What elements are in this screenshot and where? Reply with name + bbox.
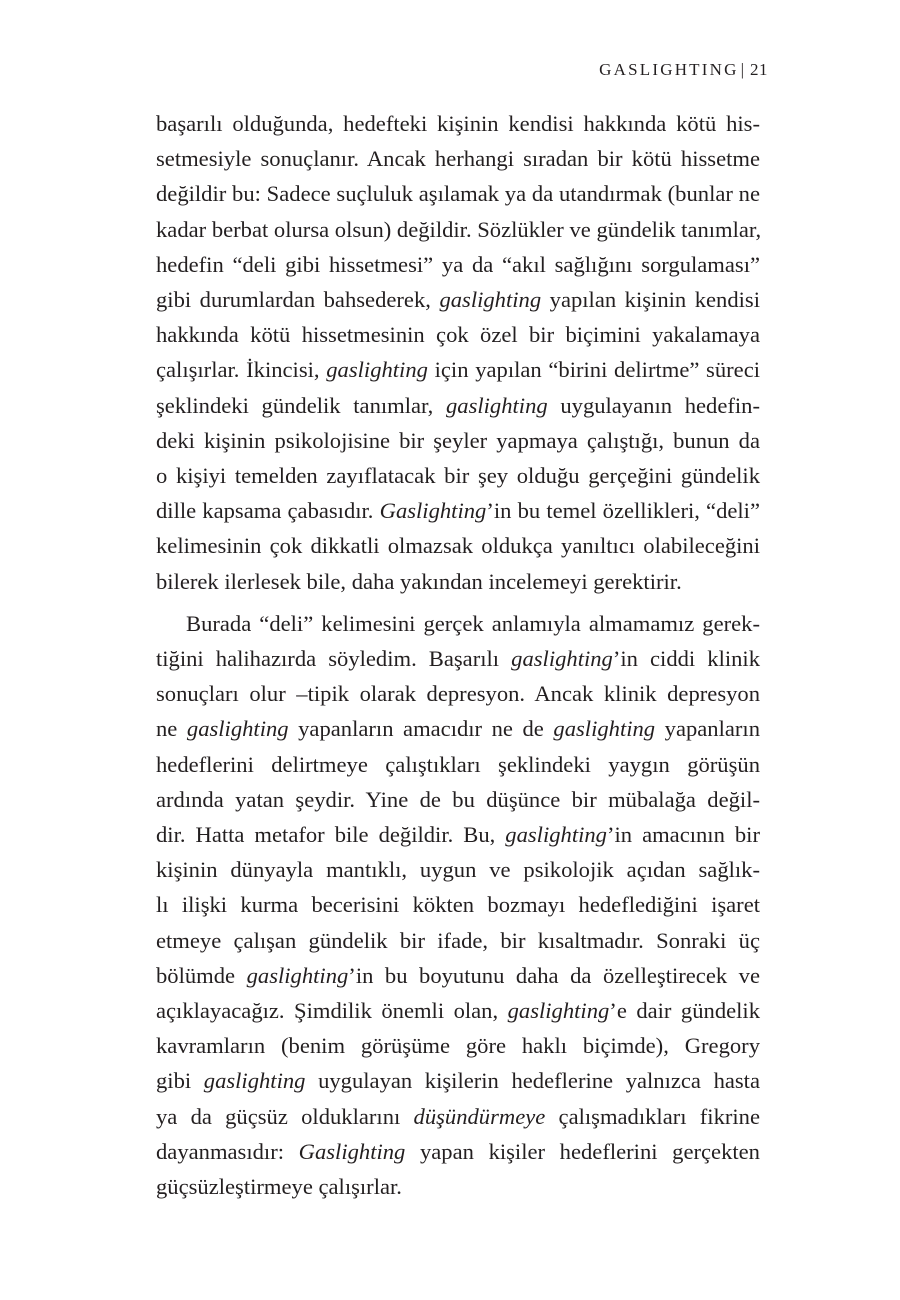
text-line [156,564,760,599]
text-line [156,852,760,887]
text-segment: hedeflerini delirtmeye çalıştıkları şeklindeki yaygın görüşün [156,751,760,777]
text-line [156,747,760,782]
text-line [156,887,760,922]
text-segment: yapanların [655,716,761,742]
text-segment: yapanların amacıdır ne de [288,716,554,742]
text-line [156,423,760,458]
italic-term: gaslighting [445,392,548,418]
text-segment: açıklayacağız. Şimdilik önemli olan, [156,998,508,1024]
body-text [156,106,760,1204]
page-number: 21 [750,60,768,79]
text-segment: dir. Hatta metafor bile değildir. Bu, [156,822,506,848]
text-line [156,711,760,746]
text-segment: yapılan kişinin kendisi [541,287,760,313]
text-segment: ne [156,716,187,742]
text-segment: uygulayan kişilerin hedeflerine yalnızca hasta [305,1068,760,1094]
text-segment: için yapılan “birini delirtme” süreci [427,357,761,383]
text-segment: o kişiyi temelden zayıflatacak bir şey olduğu gerçeğini gündelik [156,463,760,489]
text-segment: başarılı olduğunda, hedefteki kişinin kendisi hakkında kötü his- [156,111,760,136]
running-header-separator: | [740,60,744,79]
text-line [156,106,760,141]
text-segment: kavramların (benim görüşüme göre haklı biçimde), Gregory [156,1033,760,1059]
running-header [599,60,768,80]
text-line [156,352,760,387]
text-line [156,782,760,817]
text-line [156,212,760,247]
text-line [156,1099,760,1134]
text-segment: ’in bu boyutunu daha da özelleştirecek ve [348,962,761,988]
text-segment: dille kapsama çabasıdır. [156,498,380,524]
text-line [156,641,760,676]
running-header-title: GASLIGHTING [599,60,739,79]
text-segment: hedefin “deli gibi hissetmesi” ya da “akıl sağlığını sorgulaması” [156,251,760,277]
text-segment: tiğini halihazırda söyledim. Başarılı [156,646,512,672]
paragraph [156,106,760,599]
italic-term: gaslighting [203,1068,306,1094]
text-segment: etmeye çalışan gündelik bir ifade, bir kısaltmadır. Sonraki üç [156,927,760,953]
italic-term: gaslighting [186,716,289,742]
text-segment: güçsüzleştirmeye çalışırlar. [156,1174,402,1200]
text-segment: setmesiyle sonuçlanır. Ancak herhangi sıradan bir kötü hissetme [156,146,760,172]
text-segment: çalışırlar. İkincisi, [156,357,327,383]
italic-term: gaslighting [505,822,607,848]
text-line [156,817,760,852]
italic-term: düşündürmeye [413,1103,546,1129]
text-line [156,1063,760,1098]
text-segment: değildir bu: Sadece suçluluk aşılamak ya da utandırmak (bunlar ne [156,181,760,207]
text-segment: sonuçları olur –tipik olarak depresyon. Ancak klinik depresyon [156,681,760,707]
italic-term: gaslighting [507,998,610,1024]
text-segment: ’in bu temel özellikleri, “deli” [486,498,760,524]
text-segment: çalışmadıkları fikrine [545,1103,760,1129]
text-segment: hakkında kötü hissetmesinin çok özel bir biçimini yakalamaya [156,322,760,348]
text-segment: ’in amacının bir [606,822,760,848]
italic-term: gaslighting [511,646,613,672]
text-line [156,923,760,958]
text-segment: bilerek ilerlesek bile, daha yakından incelemeyi gerektirir. [156,568,682,594]
text-line [156,388,760,423]
text-segment: gibi [156,1068,204,1094]
italic-term: gaslighting [439,287,542,313]
text-segment: deki kişinin psikolojisine bir şeyler yapmaya çalıştığı, bunun da [156,427,760,453]
text-segment: ’in ciddi klinik [612,646,761,672]
text-segment: Burada “deli” kelimesini gerçek anlamıyla almamamız gerek- [186,610,760,636]
text-line [156,1028,760,1063]
text-segment: kelimesinin çok dikkatli olmazsak oldukça yanıltıcı olabileceğini [156,533,760,559]
text-segment: lı ilişki kurma becerisini kökten bozmayı hedeflediğini işaret [156,892,760,918]
italic-term: gaslighting [553,716,656,742]
text-line [156,606,760,641]
text-line [156,1169,760,1204]
text-line [156,176,760,211]
text-segment: şeklindeki gündelik tanımlar, [156,392,446,418]
text-segment: dayanmasıdır: [156,1138,299,1164]
italic-term: gaslighting [326,357,428,383]
text-line [156,528,760,563]
text-line [156,458,760,493]
italic-term: Gaslighting [298,1138,406,1164]
text-segment: bölümde [156,962,247,988]
text-line [156,247,760,282]
italic-term: Gaslighting [379,498,487,524]
text-line [156,141,760,176]
text-line [156,493,760,528]
text-segment: kadar berbat olursa olsun) değildir. Sözlükler ve gündelik tanımlar, [156,216,762,242]
text-segment: gibi durumlardan bahsederek, [156,287,440,313]
text-line [156,317,760,352]
text-segment: ardında yatan şeydir. Yine de bu düşünce bir mübalağa değil- [156,786,760,812]
text-line [156,282,760,317]
text-segment: ya da güçsüz olduklarını [156,1103,414,1129]
text-segment: uygulayanın hedefin- [547,392,760,418]
text-segment: kişinin dünyayla mantıklı, uygun ve psikolojik açıdan sağlık- [156,857,760,883]
text-line [156,958,760,993]
text-line [156,676,760,711]
paragraph [156,606,760,1204]
italic-term: gaslighting [246,962,349,988]
text-segment: yapan kişiler hedeflerini gerçekten [405,1138,760,1164]
text-line [156,1134,760,1169]
text-segment: ’e dair gündelik [609,998,760,1024]
text-line [156,993,760,1028]
